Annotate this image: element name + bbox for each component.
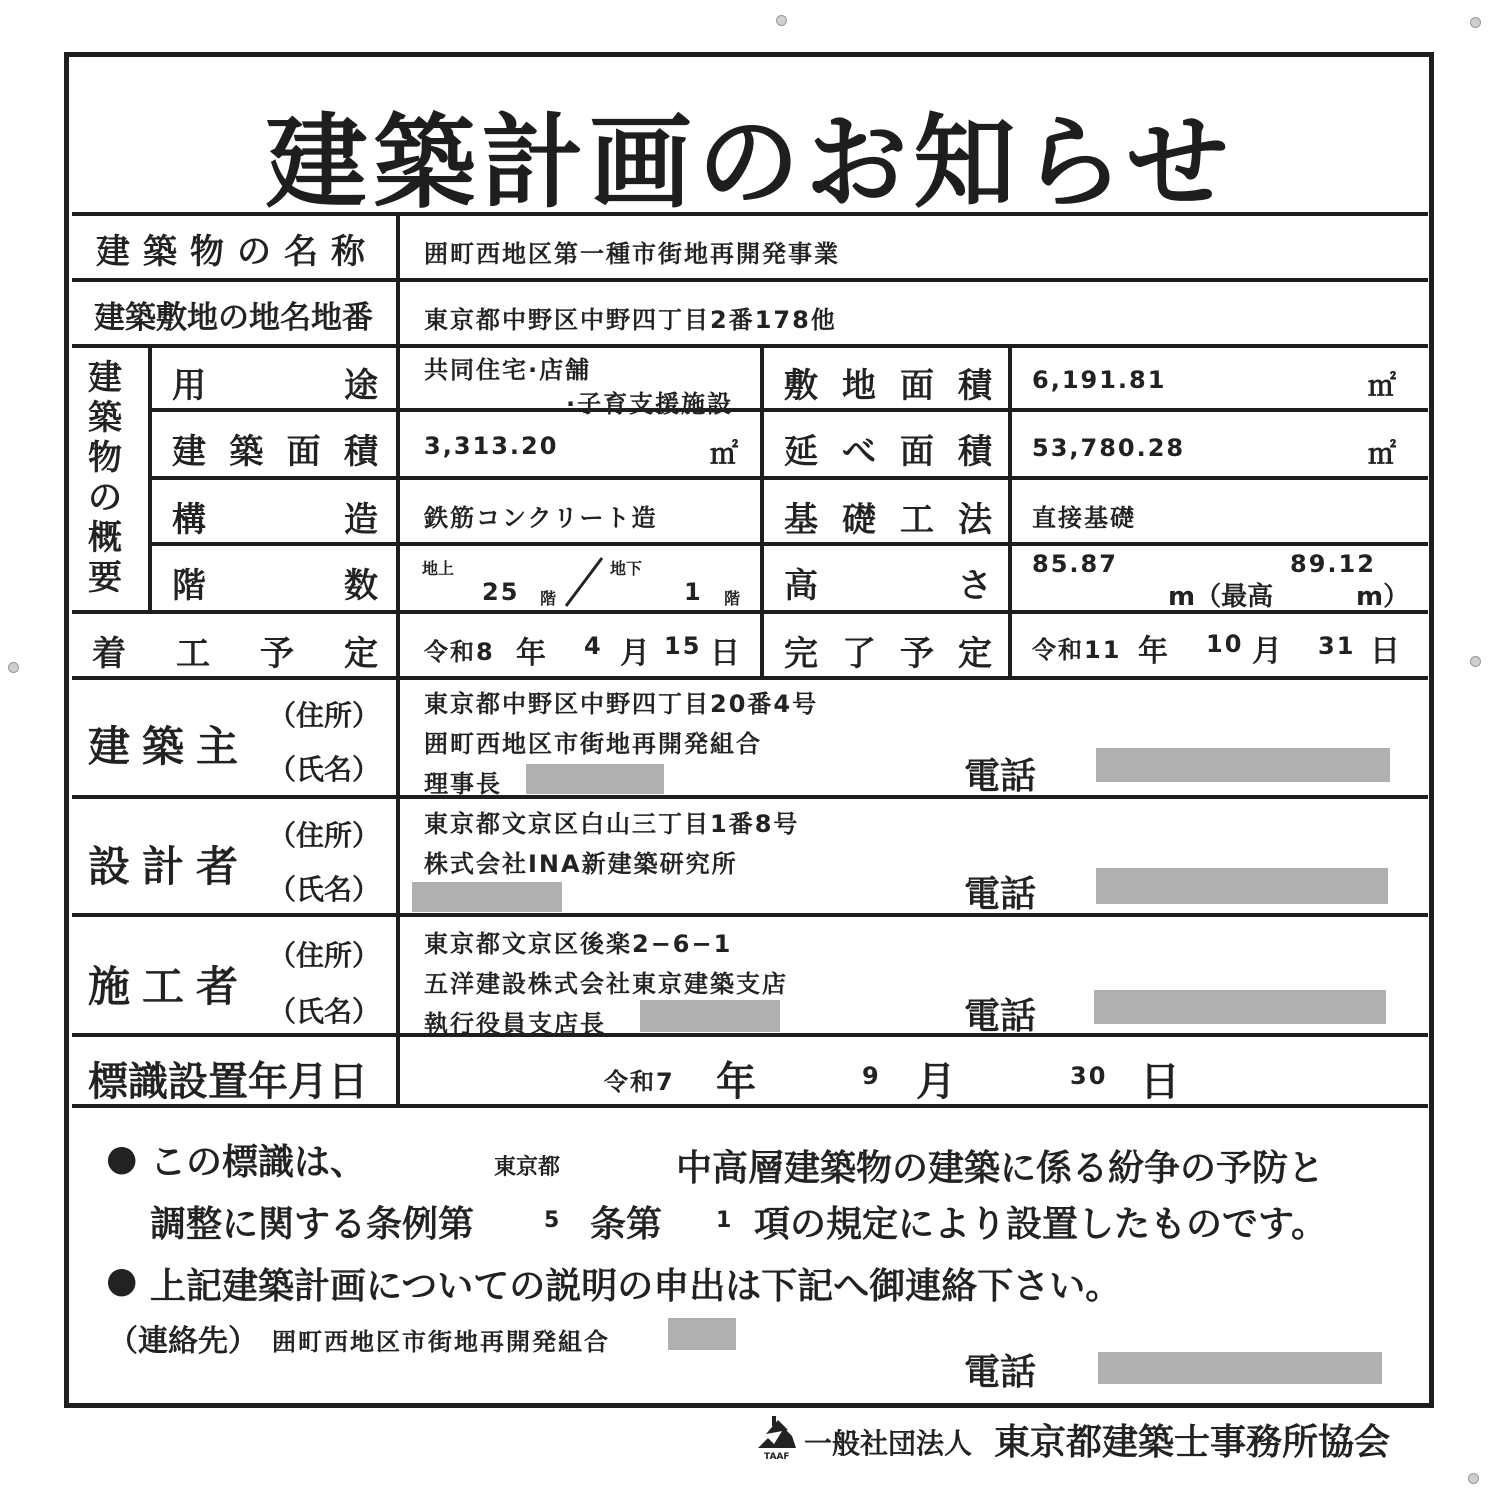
building-area-label [172, 424, 378, 473]
divider [72, 913, 1428, 917]
divider [150, 408, 1428, 412]
designer-address: 東京都文京区白山三丁目1番8号 [424, 810, 800, 838]
builder-addr-label: （住所） [268, 939, 381, 972]
divider [760, 344, 764, 678]
divider [72, 676, 1428, 680]
label-char: 了 [842, 634, 876, 674]
height-max-value: 89.12 [1290, 550, 1376, 578]
label-char: 工 [900, 500, 934, 540]
use-value-line1: 共同住宅·店舗 [424, 356, 592, 384]
use-value-line2: ·子育支援施設 [566, 390, 734, 418]
label-char: 完 [784, 634, 818, 674]
note-paragraph-number: 1 [716, 1208, 732, 1233]
height-unit-text: m（最高 [1168, 582, 1274, 612]
note-line2-end: 項の規定により設置したものです。 [754, 1204, 1328, 1245]
label-char: 延 [784, 432, 818, 472]
builder-phone-label: 電話 [964, 996, 1037, 1037]
builder-address: 東京都文京区後楽2−6−1 [424, 930, 733, 958]
contact-value: 囲町西地区市街地再開発組合 [272, 1328, 610, 1356]
below-ground-label: 地下 [610, 559, 643, 578]
builder-name-label: （氏名） [268, 995, 381, 1028]
height-unit-text-end: m） [1356, 582, 1410, 612]
label-char: 積 [958, 366, 992, 406]
label-char: 定 [958, 634, 992, 674]
note-article-number: 5 [544, 1208, 560, 1233]
contact-phone-label: 電話 [964, 1352, 1037, 1393]
start-month: 4 [584, 632, 603, 660]
redacted-name [640, 1000, 780, 1032]
end-day: 31 [1318, 632, 1356, 660]
end-month-char: 月 [1252, 634, 1282, 669]
owner-title: 理事長 [424, 770, 502, 798]
label-char: 建 [172, 432, 206, 472]
building-area-value: 3,313.20 [424, 432, 559, 460]
designer-label: 設計者 [88, 842, 251, 891]
floors-label [172, 558, 378, 607]
end-month: 10 [1206, 630, 1244, 658]
label-char: 高 [784, 566, 818, 606]
screw [1470, 17, 1481, 28]
label-char: 数 [344, 566, 378, 606]
screw [776, 15, 787, 26]
label-char: 法 [958, 500, 992, 540]
floors-slash [562, 556, 606, 608]
redacted-name [668, 1318, 736, 1350]
above-ground-value: 25 [482, 578, 520, 606]
designer-name: 株式会社INA新建築研究所 [424, 850, 738, 878]
posting-date-label: 標識設置年月日 [88, 1059, 368, 1105]
label-char: 造 [344, 500, 378, 540]
side-char: 物 [88, 438, 122, 478]
label-char: 地 [842, 366, 876, 406]
association-logo-text: TAAF [764, 1452, 790, 1462]
label-char: 積 [343, 432, 378, 472]
divider [72, 1033, 1428, 1037]
divider [72, 795, 1428, 799]
label-char: 予 [900, 634, 934, 674]
overview-side-label [88, 358, 134, 598]
divider [72, 344, 1428, 348]
site-address-value: 東京都中野区中野四丁目2番178他 [424, 306, 837, 334]
foundation-label [784, 492, 992, 541]
redacted-phone [1094, 990, 1386, 1024]
divider [150, 542, 1428, 546]
site-area-unit: ㎡ [1368, 369, 1397, 402]
label-char: 階 [172, 566, 206, 606]
label-char: さ [958, 566, 992, 606]
side-char: 築 [88, 398, 122, 438]
divider [1008, 344, 1012, 678]
building-name-label [96, 224, 380, 273]
builder-name: 五洋建設株式会社東京建築支店 [424, 970, 788, 998]
height-label [784, 558, 992, 607]
contact-label: （連絡先） [108, 1324, 258, 1359]
owner-phone-label: 電話 [964, 756, 1037, 797]
builder-label: 施工者 [88, 962, 251, 1011]
posting-era-year: 令和7 [604, 1068, 675, 1096]
owner-name-label: （氏名） [268, 753, 381, 786]
label-char: 構 [172, 500, 206, 540]
owner-addr-label: （住所） [268, 699, 381, 732]
posting-day-char: 日 [1140, 1059, 1180, 1105]
posting-day: 30 [1070, 1062, 1108, 1090]
start-era-year: 令和8 [424, 638, 495, 666]
label-char: 築 [229, 432, 264, 472]
site-address-label: 建築敷地の地名地番 [94, 300, 373, 336]
posting-month-char: 月 [916, 1059, 956, 1105]
label-char: 工 [176, 634, 210, 674]
note-prefecture: 東京都 [494, 1155, 561, 1180]
start-label [92, 626, 378, 675]
redacted-name [526, 764, 664, 794]
building-name-value: 囲町西地区第一種市街地再開発事業 [424, 240, 840, 268]
divider [396, 212, 400, 1108]
label-char: 面 [900, 432, 934, 472]
above-floor-unit: 階 [540, 589, 557, 608]
divider [72, 278, 1428, 282]
divider [150, 476, 1428, 480]
floor-area-label [784, 424, 992, 473]
label-char: 着 [92, 634, 126, 674]
side-char: の [88, 478, 122, 518]
label-char: 礎 [842, 500, 876, 540]
end-year-char: 年 [1138, 634, 1168, 669]
builder-title: 執行役員支店長 [424, 1010, 606, 1038]
above-ground-label: 地上 [422, 559, 455, 578]
org-name: 東京都建築士事務所協会 [994, 1422, 1391, 1463]
start-year-char: 年 [516, 636, 546, 671]
side-char: 概 [88, 518, 122, 558]
label-char: 面 [900, 366, 934, 406]
side-char: 建 [88, 358, 122, 398]
owner-name: 囲町西地区市街地再開発組合 [424, 730, 762, 758]
start-day-char: 日 [710, 636, 740, 671]
label-char: 用 [172, 366, 206, 406]
designer-addr-label: （住所） [268, 819, 381, 852]
redacted-phone [1098, 1352, 1382, 1384]
bullet-icon: ● [106, 1138, 138, 1179]
page-title: 建築計画のお知らせ [265, 104, 1235, 223]
building-area-unit: ㎡ [710, 437, 739, 470]
use-label [172, 358, 378, 407]
completion-label [784, 626, 992, 675]
redacted-phone [1096, 868, 1388, 904]
note-line1-end: 中高層建築物の建築に係る紛争の予防と [676, 1148, 1325, 1189]
note-line2-mid: 条第 [590, 1204, 663, 1245]
building-name-label-text: 建築物の名称 [96, 232, 378, 272]
end-day-char: 日 [1370, 634, 1400, 669]
foundation-value: 直接基礎 [1032, 504, 1136, 532]
side-char: 要 [88, 558, 122, 598]
label-char: 積 [958, 432, 992, 472]
height-value: 85.87 [1032, 550, 1118, 578]
designer-phone-label: 電話 [964, 874, 1037, 915]
end-era-year: 令和11 [1032, 636, 1122, 664]
bullet-icon: ● [106, 1260, 138, 1301]
screw [1468, 1473, 1479, 1484]
label-char: 途 [344, 366, 378, 406]
redacted-phone [1096, 748, 1390, 782]
note-line1-start: この標識は、 [150, 1142, 367, 1183]
label-char: べ [842, 432, 876, 472]
label-char: 基 [784, 500, 818, 540]
label-char: 敷 [784, 366, 818, 406]
org-type: 一般社団法人 [804, 1427, 973, 1460]
note-line3: 上記建築計画についての説明の申出は下記へ御連絡下さい。 [150, 1266, 1122, 1307]
divider [148, 344, 152, 612]
note-line2-start: 調整に関する条例第 [150, 1204, 475, 1245]
owner-address: 東京都中野区中野四丁目20番4号 [424, 690, 819, 718]
label-char: 定 [344, 634, 378, 674]
below-floor-unit: 階 [724, 589, 741, 608]
site-area-value: 6,191.81 [1032, 366, 1167, 394]
label-char: 面 [286, 432, 321, 472]
floor-area-unit: ㎡ [1368, 437, 1397, 470]
posting-year-char: 年 [716, 1059, 756, 1105]
label-char: 予 [260, 634, 294, 674]
redacted-name [412, 882, 562, 912]
floor-area-value: 53,780.28 [1032, 434, 1186, 462]
designer-name-label: （氏名） [268, 873, 381, 906]
start-month-char: 月 [620, 636, 650, 671]
screw [1470, 656, 1481, 667]
start-day: 15 [664, 632, 702, 660]
site-area-label [784, 358, 992, 407]
structure-value: 鉄筋コンクリート造 [424, 504, 658, 532]
screw [8, 662, 19, 673]
posting-month: 9 [862, 1062, 881, 1090]
below-ground-value: 1 [684, 578, 703, 606]
structure-label [172, 492, 378, 541]
owner-label: 建築主 [88, 722, 251, 771]
